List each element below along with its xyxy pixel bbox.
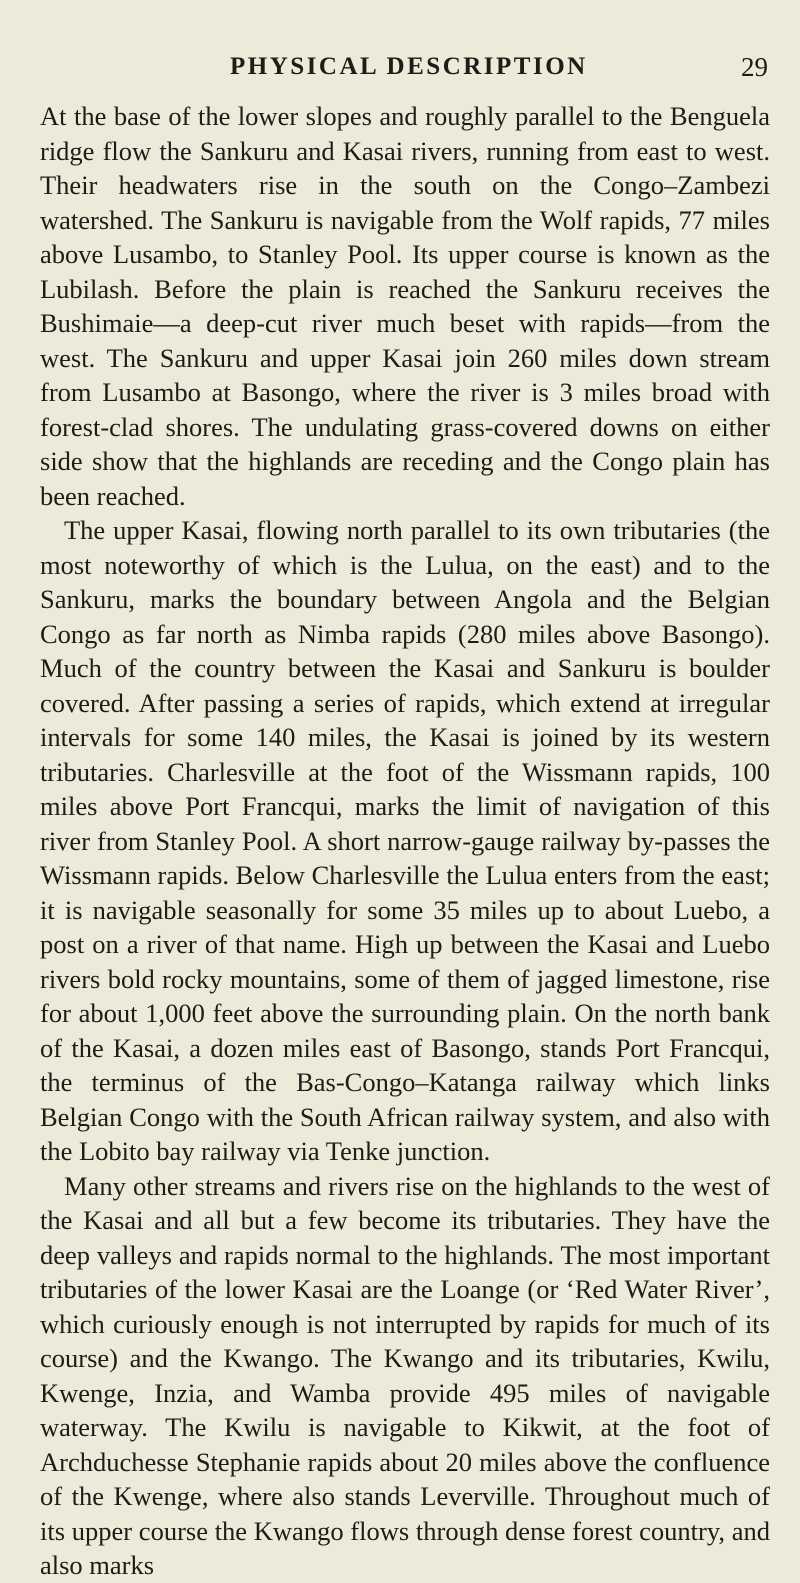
running-head-title: PHYSICAL DESCRIPTION [230,53,588,80]
page-number: 29 [741,52,768,82]
paragraph: At the base of the lower slopes and roughly parallel to the Benguela ridge flow the Sankuru and Kasai rivers, running from east to west. Their headwaters rise in the south on the Congo–Zambezi watershed. The Sankuru is navigable from the Wolf rapids, 77 miles above Lusambo, to Stanley Pool. Its upper course is known as the Lubilash. Before the plain is reached the Sankuru receives the Bushimaie—a deep-cut river much beset with rapids—from the west. The Sankuru and upper Kasai join 260 miles down stream from Lusambo at Basongo, where the river is 3 miles broad with forest-clad shores. The undulating grass-covered downs on either side show that the highlands are receding and the Congo plain has been reached. [40,101,770,511]
body-text [40,99,770,1583]
paragraph: The upper Kasai, flowing north parallel to its own tributaries (the most noteworthy of which is the Lulua, on the east) and to the Sankuru, marks the boundary between Angola and the Belgian Congo as far north as Nimba rapids (280 miles above Basongo). Much of the country between the Kasai and Sankuru is boulder covered. After passing a series of rapids, which extend at irregular intervals for some 140 miles, the Kasai is joined by its western tributaries. Charlesville at the foot of the Wissmann rapids, 100 miles above Port Francqui, marks the limit of navigation of this river from Stanley Pool. A short narrow-gauge railway by-passes the Wissmann rapids. Below Charlesville the Lulua enters from the east; it is navigable seasonally for some 35 miles up to about Luebo, a post on a river of that name. High up between the Kasai and Luebo rivers bold rocky mountains, some of them of jagged limestone, rise for about 1,000 feet above the surrounding plain. On the north bank of the Kasai, a dozen miles east of Basongo, stands Port Francqui, the terminus of the Bas-Congo–Katanga railway which links Belgian Congo with the South African railway system, and also with the Lobito bay railway via Tenke junction. [40,515,770,1166]
running-head [40,47,770,87]
paragraph: Many other streams and rivers rise on the highlands to the west of the Kasai and all but a few become its tributaries. They have the deep valleys and rapids normal to the highlands. The most important tributaries of the lower Kasai are the Loange (or ‘Red Water River’, which curiously enough is not interrupted by rapids for much of its course) and the Kwango. The Kwango and its tributaries, Kwilu, Kwenge, Inzia, and Wamba provide 495 miles of navigable waterway. The Kwilu is navigable to Kikwit, at the foot of Archduchesse Stephanie rapids about 20 miles above the confluence of the Kwenge, where also stands Leverville. Throughout much of its upper course the Kwango flows through dense forest country, and also marks [40,1170,770,1580]
